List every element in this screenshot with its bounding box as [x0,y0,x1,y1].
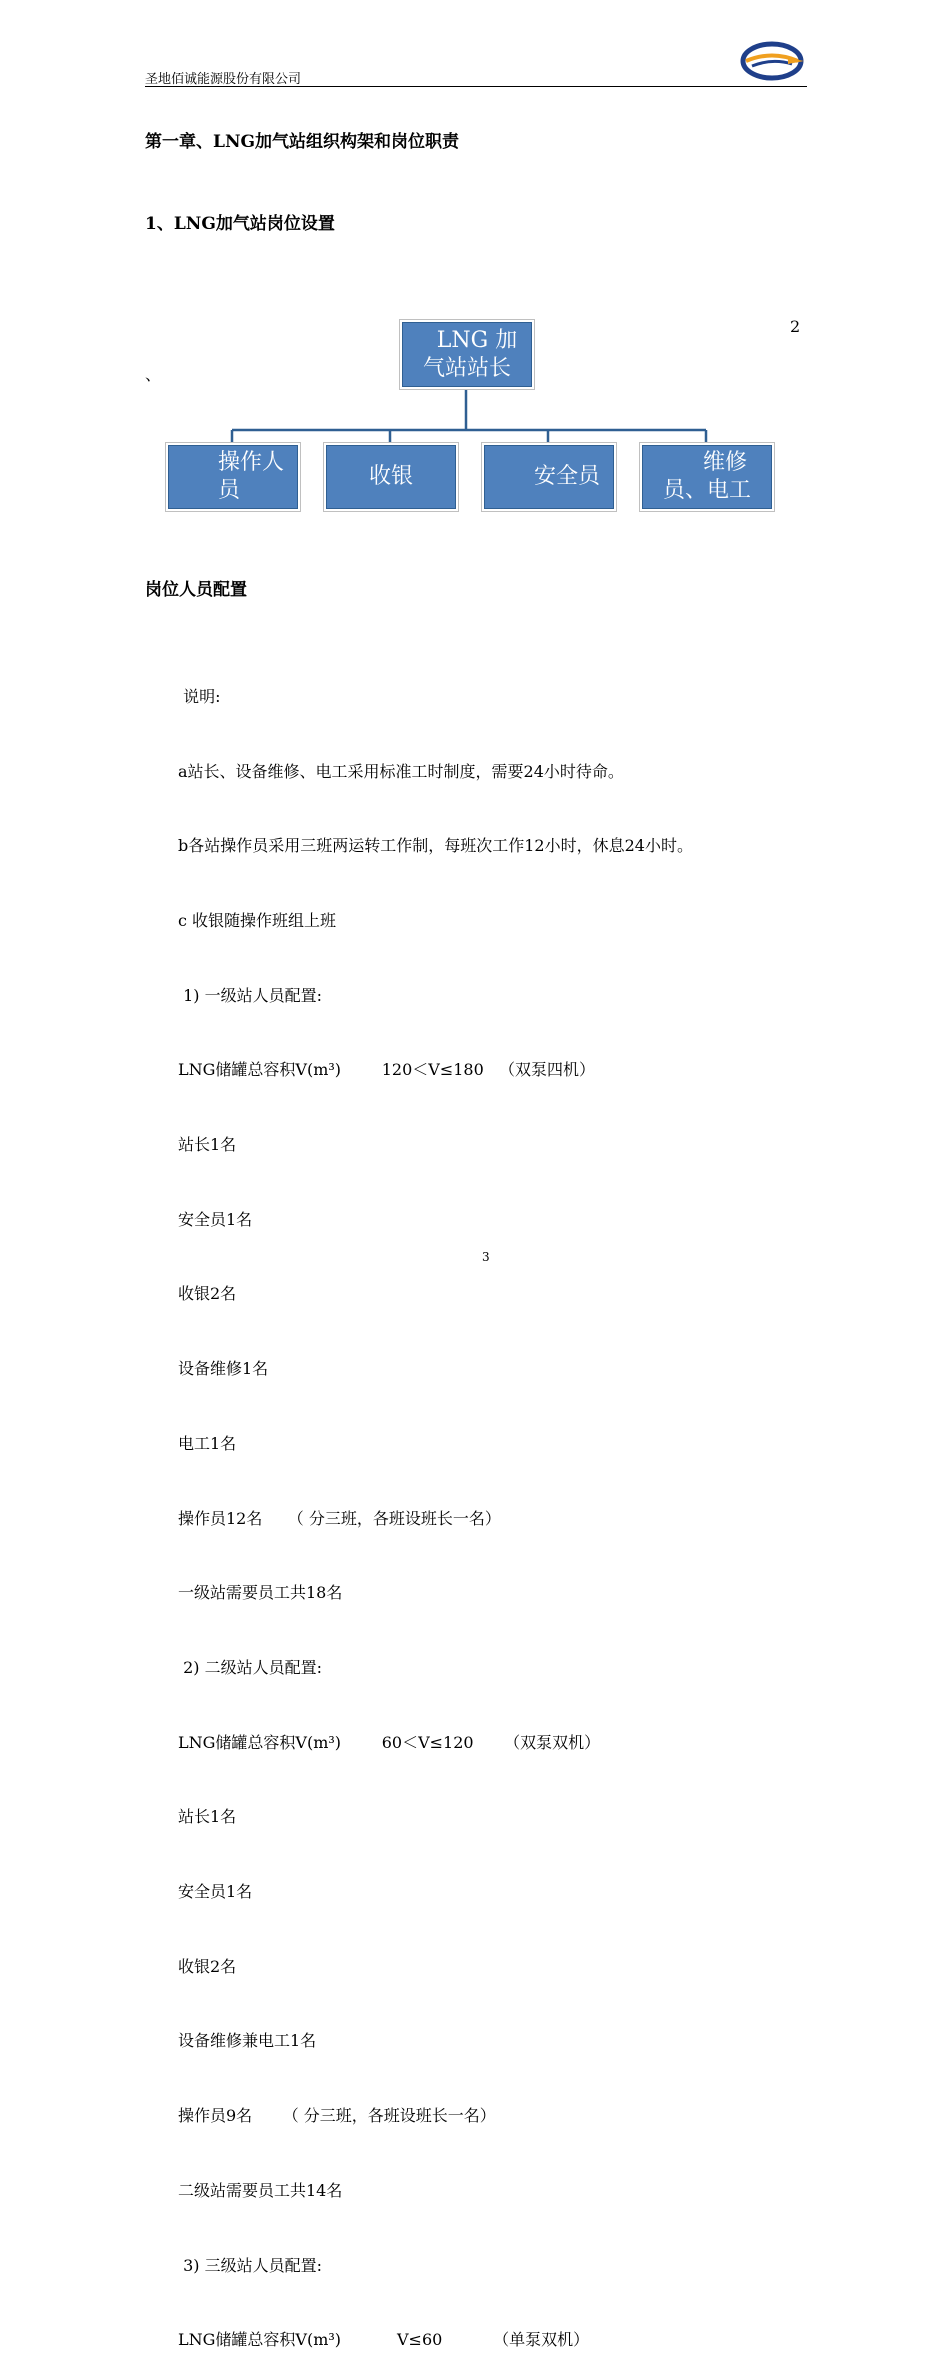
org-box-operator [168,445,298,509]
body-line: 操作员12名 （ 分三班，各班设班长一名） [178,1508,501,1528]
body-line: 操作员9名 （ 分三班，各班设班长一名） [178,2106,496,2126]
org-box-label: LNG 加 [436,327,518,353]
body-line: 电工1名 [178,1433,237,1453]
body-line: 二级站需要员工共14名 [178,2180,343,2200]
body-line: 站长1名 [178,1135,237,1155]
page-number: 3 [482,1250,490,1264]
body-line: a站长、设备维修、电工采用标准工时制度，需要24小时待命。 [178,761,624,781]
section-title-staffing: 岗位人员配置 [145,580,247,600]
org-box-station-manager [402,322,532,387]
chapter-title: 第一章、LNG加气站组织构架和岗位职责 [145,132,460,152]
body-line: LNG储罐总容积V(m³) 60＜V≤120 （双泵双机） [178,1732,601,1752]
staffing-description [178,635,693,2378]
org-box-label: 气站站长 [422,355,511,381]
org-box-label: 维修 [702,450,747,475]
stray-number: 2 [790,317,801,336]
body-line: 安全员1名 [178,1882,253,1902]
body-line: 设备维修1名 [178,1359,269,1379]
org-box-cashier [326,445,456,509]
body-line: LNG储罐总容积V(m³) V≤60 （单泵双机） [178,2330,590,2350]
org-box-label: 员 [217,478,240,503]
org-chart-connectors [0,0,950,520]
body-line: 说明: [178,686,221,706]
section-title-positions: 1、LNG加气站岗位设置 [145,214,335,234]
body-line: 3) 三级站人员配置: [178,2255,322,2275]
body-line: 设备维修兼电工1名 [178,2031,317,2051]
body-line: 站长1名 [178,1807,237,1827]
body-line: 2) 二级站人员配置: [178,1657,322,1677]
body-line: 收银2名 [178,1284,237,1304]
org-box-label: 员、电工 [662,478,751,503]
org-box-safety-officer [484,445,614,509]
body-line: 一级站需要员工共18名 [178,1583,343,1603]
header-company-name: 圣地佰诚能源股份有限公司 [145,72,302,87]
body-line: 1) 一级站人员配置: [178,985,322,1005]
org-box-label: 操作人 [217,450,284,475]
org-box-label: 安全员 [533,464,600,489]
body-line: c 收银随操作班组上班 [178,910,337,930]
org-box-label: 收银 [368,464,413,489]
body-line: b各站操作员采用三班两运转工作制，每班次工作12小时，休息24小时。 [178,836,693,856]
body-line: 收银2名 [178,1956,237,1976]
body-line: LNG储罐总容积V(m³) 120＜V≤180 （双泵四机） [178,1060,596,1080]
org-box-maintenance-electrician [642,445,772,509]
stray-mark: 、 [145,365,162,384]
body-line: 安全员1名 [178,1209,253,1229]
